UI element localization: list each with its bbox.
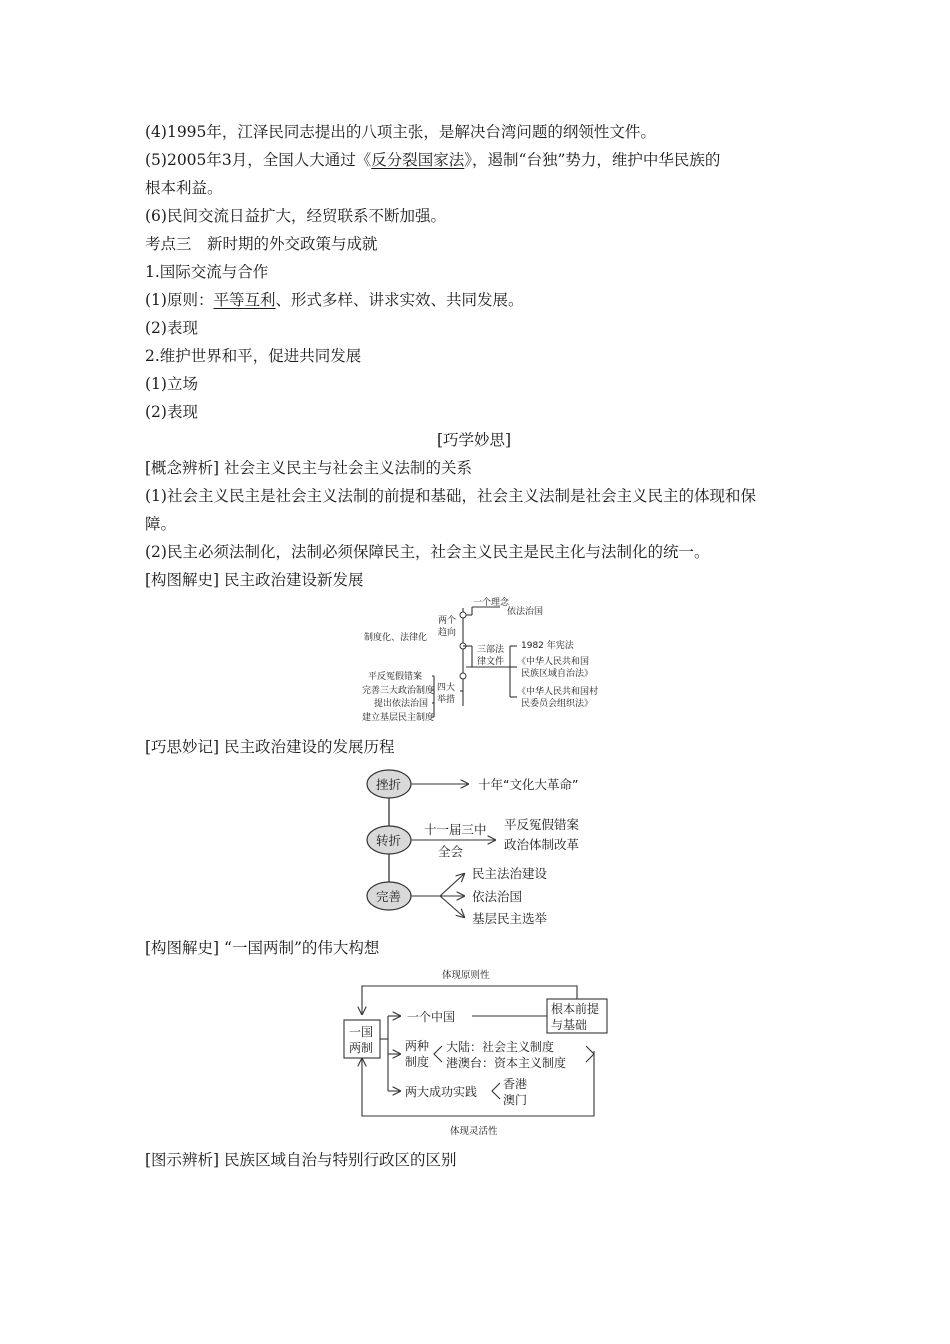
text-line-taiwan-2005 <box>145 150 720 170</box>
result-political-reform: 政治体制改革 <box>504 837 580 852</box>
law-ethnic-autonomy-2: 民族区域自治法》 <box>521 669 594 679</box>
label-improvement: 完善 <box>376 889 402 904</box>
underlined-term: 平等互利 <box>213 291 276 309</box>
box-text-2: 两制 <box>349 1041 374 1055</box>
practice-hong-kong: 香港 <box>503 1077 528 1091</box>
text-line-continuation-2: 障。 <box>145 515 177 533</box>
law-village-committee-1: 《中华人民共和国村 <box>517 687 599 697</box>
cultural-revolution: 十年“文化大革命” <box>478 777 579 792</box>
text-line-principle <box>145 290 524 310</box>
text-line-democracy-1: (1)社会主义民主是社会主义法制的前提和基础，社会主义法制是社会主义民主的体现和保 <box>145 487 756 505</box>
item-democratic-rule-of-law: 民主法治建设 <box>472 866 548 881</box>
democracy-history-diagram <box>360 764 600 930</box>
label-rule-of-law: 依法治国 <box>507 607 544 617</box>
text-line-tushi: [图示辨析] 民族区域自治与特别行政区的区别 <box>145 1151 457 1169</box>
text-line-exchange: (6)民间交流日益扩大，经贸联系不断加强。 <box>145 207 446 225</box>
text-line-manifestation-2: (2)表现 <box>145 403 198 421</box>
subheading-peace: 2.维护世界和平，促进共同发展 <box>145 347 362 365</box>
label-four-1: 四大 <box>437 683 456 693</box>
two-systems-2: 制度 <box>405 1055 430 1069</box>
section-heading-kaodian3: 考点三 新时期的外交政策与成就 <box>145 235 378 253</box>
text-line-goutu-1: [构图解史] 民主政治建设新发展 <box>145 571 364 589</box>
text-segment: 》，遏制“台独”势力，维护中华民族的 <box>464 151 721 169</box>
label-three-laws-2: 律文件 <box>477 657 505 667</box>
text-segment: 、形式多样、讲求实效、共同发展。 <box>275 291 524 309</box>
two-systems-1: 两种 <box>405 1039 430 1053</box>
text-segment: (5)2005年3月，全国人大通过《 <box>145 151 372 169</box>
text-line-concept: [概念辨析] 社会主义民主与社会主义法制的关系 <box>145 459 473 477</box>
text-line-qiaosi: [巧思妙记] 民主政治建设的发展历程 <box>145 738 395 756</box>
premise-text-1: 根本前提 <box>551 1002 600 1016</box>
node-circle <box>460 673 466 679</box>
label-trend: 趋向 <box>438 628 457 638</box>
label-principle: 体现原则性 <box>442 970 490 981</box>
law-village-committee-2: 民委员会组织法》 <box>521 699 594 709</box>
one-china: 一个中国 <box>407 1010 456 1024</box>
text-line-goutu-2: [构图解史] “一国两制”的伟大构想 <box>145 939 380 957</box>
two-practices: 两大成功实践 <box>405 1085 478 1099</box>
section-title-qiaoxue: [巧学妙思] <box>437 431 512 449</box>
measure-3: 提出依法治国 <box>374 699 429 709</box>
measure-1: 平反冤假错案 <box>368 672 423 682</box>
node-circle <box>460 612 466 618</box>
text-line-manifestation: (2)表现 <box>145 319 198 337</box>
text-segment: (1)原则： <box>145 291 214 309</box>
item-grassroots-election: 基层民主选举 <box>472 911 548 926</box>
premise-text-2: 与基础 <box>551 1018 588 1032</box>
text-line-stance: (1)立场 <box>145 375 198 393</box>
mainland-system: 大陆：社会主义制度 <box>446 1040 555 1054</box>
text-line-taiwan-1995: (4)1995年，江泽民同志提出的八项主张，是解决台湾问题的纲领性文件。 <box>145 123 656 141</box>
law-ethnic-autonomy-1: 《中华人民共和国 <box>517 657 590 667</box>
measure-2: 完善三大政治制度 <box>362 686 435 696</box>
hk-macau-taiwan-system: 港澳台：资本主义制度 <box>446 1056 567 1070</box>
measure-4: 建立基层民主制度 <box>362 713 435 723</box>
law-constitution: 1982 年宪法 <box>521 641 574 651</box>
label-three-laws-1: 三部法 <box>477 645 505 655</box>
third-plenum-1: 十一届三中 <box>424 822 487 837</box>
item-rule-of-law: 依法治国 <box>472 889 523 904</box>
practice-macau: 澳门 <box>503 1093 528 1107</box>
label-two: 两个 <box>438 616 457 626</box>
text-line-continuation: 根本利益。 <box>145 179 223 197</box>
subheading-international: 1.国际交流与合作 <box>145 263 269 281</box>
democracy-development-diagram <box>360 596 620 724</box>
third-plenum-2: 全会 <box>438 844 464 859</box>
result-rehabilitation: 平反冤假错案 <box>504 817 580 832</box>
label-turning-point: 转折 <box>376 833 402 848</box>
label-flexibility: 体现灵活性 <box>450 1126 498 1137</box>
text-line-democracy-2: (2)民主必须法制化，法制必须保障民主，社会主义民主是民主化与法制化的统一。 <box>145 543 710 561</box>
underlined-term: 反分裂国家法 <box>371 151 465 169</box>
label-setback: 挫折 <box>376 777 402 792</box>
label-four-2: 举措 <box>437 695 456 705</box>
label-one-concept: 一个理念 <box>473 598 510 608</box>
one-country-two-systems-diagram <box>330 966 625 1142</box>
box-text-1: 一国 <box>349 1025 374 1039</box>
label-institutionalization: 制度化、法律化 <box>364 633 428 643</box>
